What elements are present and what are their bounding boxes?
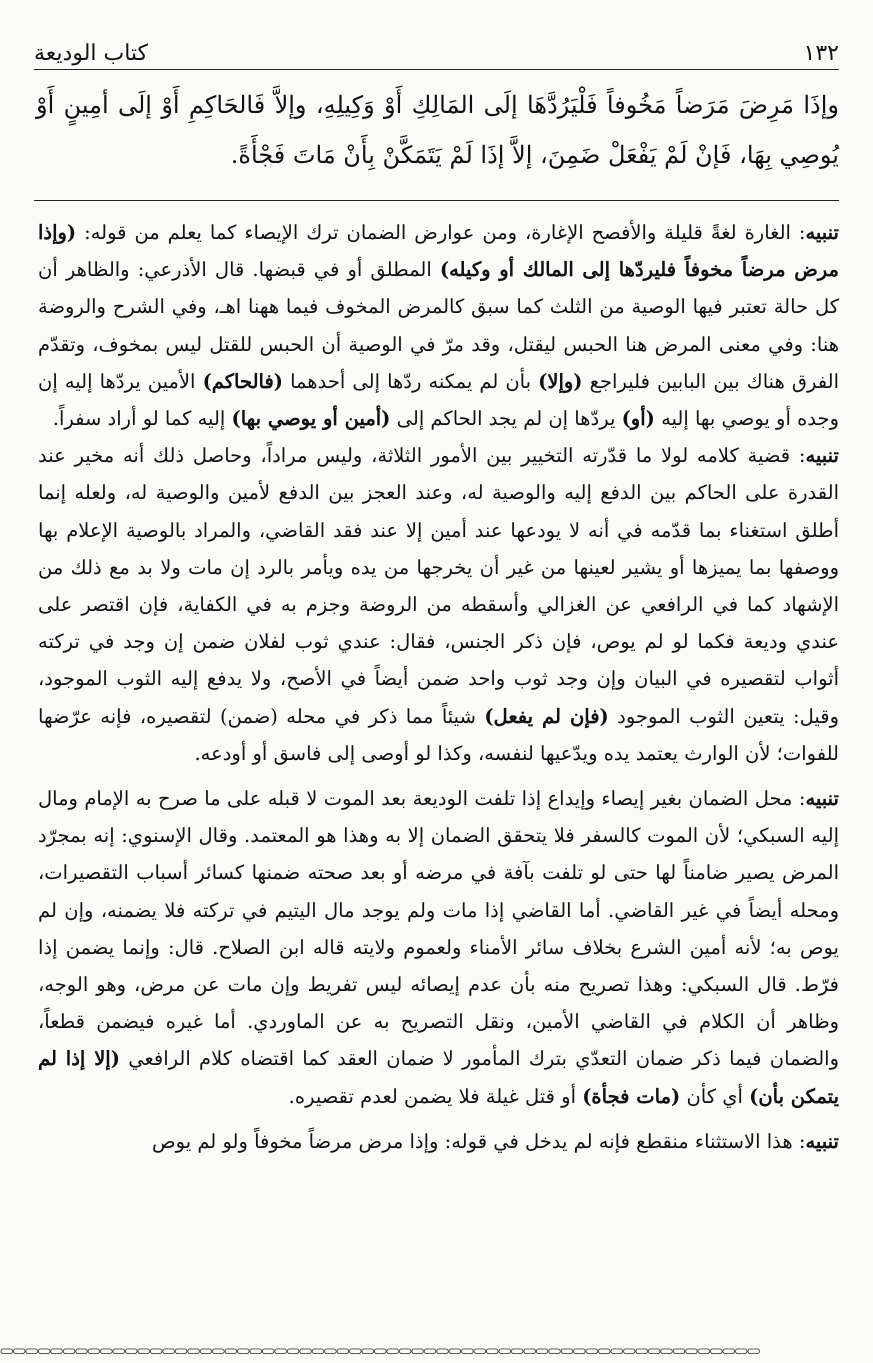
header-divider — [34, 69, 839, 70]
note-text: المطلق أو في قبضها. قال الأذرعي: والظاهر أن كل حالة تعتبر فيها الوصية من الثلث كما سبق كالمرض المخوف فيما ههنا اهـ، وفي الشرح والروضة هنا: وفي معنى المرض هنا الحبس ليقتل، وقد مرّ في الوصية أن الحبس للقتل ليس بمخوف، وتقدّم الفرق هناك بين البابين فليراجع — [38, 258, 839, 393]
note-text: بأن لم يمكنه ردّها إلى أحدهما — [283, 369, 539, 393]
page-number: ١٣٢ — [803, 41, 839, 66]
note-label: تنبيه — [805, 787, 839, 811]
quoted-matn: (إلا إذا لم يتمكن بأن) — [38, 1047, 839, 1108]
note-label: تنبيه — [805, 1129, 839, 1153]
commentary — [38, 214, 839, 1160]
note-text: : قضية كلامه لولا ما قدّرته التخيير بين الأمور الثلاثة، وليس مراداً، وحاصل ذلك أنه مخير عند القدرة على الحاكم بين الدفع إليه والوصية له، وعند العجز بين الدفع لأمين والوصية له، ولعله إنما أطلق استغناء بما قدّمه في أنه لا يودعها عند أمين إلا عند فقد القاضي، والمراد بالوصية الإعلام بها ووصفها بما يميزها أو يشير لعينها من غير أن يخرجها من يده ويأمر بالرد إن مات ولا بد مع ذلك من الإشهاد كما في الرافعي عن الغزالي وأسقطه من الروضة وجزم به في الكفاية، فإن اقتصر على عندي وديعة فكما لو لم يوص، فإن ذكر الجنس، فقال: عندي ثوب لفلان ضمن إن وجد في تركته أثواب لتقصيره في البيان وإن وجد ثوب واحد ضمن أيضاً في الأصح، ولا يدفع إليه الثوب الموجود، وقيل: يتعين الثوب الموجود — [38, 444, 840, 728]
quoted-matn: (فإن لم يفعل) — [484, 704, 609, 728]
note-paragraph — [38, 214, 839, 437]
quoted-matn: (وإذا مرض مرضاً مخوفاً فليردّها إلى المالك أو وكيله) — [38, 221, 839, 282]
note-text: إليه كما لو أراد سفراً. — [52, 407, 232, 431]
quoted-matn: (مات فجأة) — [582, 1084, 681, 1108]
note-text: أي كأن — [680, 1084, 750, 1108]
book-title: كتاب الوديعة — [34, 41, 149, 66]
note-text: : محل الضمان بغير إيصاء وإيداع إذا تلفت الوديعة بعد الموت لا قبله على ما صرح به الإمام ومال إليه السبكي؛ لأن الموت كالسفر فلا يتحقق الضمان إلا به وهذا هو المعتمد. وقال الإسنوي: إنه بمجرّد المرض يصير ضامناً لها حتى لو تلفت بآفة في مرضه أو بعد صحته ضمنها كسائر أسباب التقصيرات، ومحله أيضاً في غير القاضي. أما القاضي إذا مات ولم يوجد مال اليتيم في تركته فلا يضمنه، وإن لم يوص به؛ لأنه أمين الشرع بخلاف سائر الأمناء ولعموم ولايته قاله ابن الصلاح. قال: وإنما يضمن إذا فرّط. قال السبكي: وهذا تصريح منه بأن عدم إيصائه ليس تفريط وإن مات عن مرض، وهو الوجه، وظاهر أن الكلام في القاضي الأمين، ونقل التصريح به عن الماوردي. أما غيره فيضمن قطعاً، والضمان فيما ذكر ضمان التعدّي بترك المأمور لا ضمان العقد كما اقتضاه كلام الرافعي — [38, 787, 840, 1071]
main-text: وإذَا مَرِضَ مَرَضاً مَخُوفاً فَلْيَرُدَّهَا إلَى المَالِكِ أَوْ وَكِيلِهِ، وإلاَّ فَالحَاكِمِ أَوْ إلَى أمِينٍ أَوْ يُوصِي بِهَا، فَإنْ لَمْ يَفْعَلْ ضَمِنَ، إلاَّ إذَا لَمْ يَتَمَكَّنْ بِأَنْ مَاتَ فَجْأَةً. — [36, 91, 839, 169]
note-paragraph — [38, 437, 839, 772]
note-text: : هذا الاستثناء منقطع فإنه لم يدخل في قوله: وإذا مرض مرضاً مخوفاً ولو لم يوص — [152, 1129, 806, 1153]
ornamental-border: ⊂⊃⊂⊃⊂⊃⊂⊃⊂⊃⊂⊃⊂⊃⊂⊃⊂⊃⊂⊃⊂⊃⊂⊃⊂⊃⊂⊃⊂⊃⊂⊃⊂⊃⊂⊃⊂⊃⊂⊃⊂⊃⊂⊃⊂⊃⊂⊃⊂⊃⊂⊃⊂⊃⊂⊃⊂⊃⊂⊃⊂⊃⊂⊃⊂⊃⊂⊃⊂⊃⊂⊃⊂⊃⊂⊃⊂⊃⊂⊃⊂⊃⊂⊃⊂⊃⊂⊃⊂⊃⊂⊃⊂⊃⊂⊃⊂⊃⊂⊃⊂⊃⊂⊃⊂⊃⊂⊃⊂⊃⊂⊃⊂⊃⊂⊃⊂⊃⊂⊃⊂⊃ — [0, 1345, 760, 1357]
quoted-matn: (أمين أو يوصي بها) — [231, 407, 391, 431]
note-paragraph — [38, 1123, 839, 1160]
quoted-matn: (فالحاكم) — [202, 369, 284, 393]
page-header — [34, 30, 839, 66]
note-text: شيئاً مما ذكر في محله (ضمن) لتقصيره، فإنه عرّضها للفوات؛ لأن الوارث يعتمد يده ويدّعيها لنفسه، وكذا لو أوصى إلى فاسق أو أودعه. — [38, 704, 839, 765]
quoted-matn: (أو) — [621, 407, 655, 431]
note-text: يردّها إن لم يجد الحاكم إلى — [390, 407, 622, 431]
quoted-matn: (وإلا) — [538, 369, 583, 393]
note-paragraph — [38, 780, 839, 1115]
note-text: أو قتل غيلة فلا يضمن لعدم تقصيره. — [288, 1084, 583, 1108]
note-label: تنبيه — [805, 221, 839, 244]
note-text: : الغارة لغةً قليلة والأفصح الإغارة، ومن عوارض الضمان ترك الإيصاء كما يعلم من قوله: — [76, 221, 806, 244]
note-text: الأمين يردّها إليه إن وجده أو يوصي بها إليه — [38, 369, 839, 431]
note-label: تنبيه — [805, 444, 839, 468]
section-divider — [34, 200, 839, 201]
